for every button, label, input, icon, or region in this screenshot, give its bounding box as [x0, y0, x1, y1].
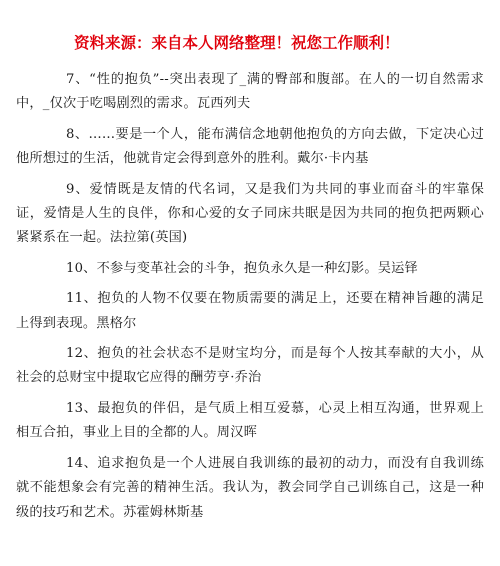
quote-paragraph-11: 11、抱负的人物不仅要在物质需要的满足上，还要在精神旨趣的满足上得到表现。黑格尔 [16, 291, 484, 331]
quote-paragraph-8: 8、……要是一个人，能布满信念地朝他抱负的方向去做，下定决心过他所想过的生活，他就肯定会得到意外的胜利。戴尔·卡内基 [16, 126, 484, 167]
quote-paragraph-9: 9、爱情既是友情的代名词，又是我们为共同的事业而奋斗的牢靠保证，爱情是人生的良伴，你和心爱的女子同床共眠是因为共同的抱负把两颗心紧紧系在一起。法拉第(英国) [16, 181, 484, 246]
quote-paragraph-10: 10、不参与变革社会的斗争，抱负永久是一种幻影。吴运铎 [66, 260, 418, 276]
quote-paragraph-13: 13、最抱负的伴侣，是气质上相互爱慕，心灵上相互沟通，世界观上相互合拍，事业上目的全都的人。周汉晖 [16, 400, 484, 441]
quote-paragraph-7: 7、“性的抱负”--突出表现了_满的臀部和腹部。在人的一切自然需求中，_仅次于吃喝剧烈的需求。瓦西列夫 [16, 72, 484, 112]
quote-paragraph-14: 14、追求抱负是一个人进展自我训练的最初的动力，而没有自我训练就不能想象会有完善的精神生活。我认为，教会同学自己训练自己，这是一种级的技巧和艺术。苏霍姆林斯基 [16, 455, 484, 520]
quote-paragraph-12: 12、抱负的社会状态不是财宝均分，而是每个人按其奉献的大小，从社会的总财宝中提取它应得的酬劳亨·乔治 [16, 346, 484, 386]
source-header: 资料来源：来自本人网络整理！祝您工作顺利！ [74, 34, 400, 52]
